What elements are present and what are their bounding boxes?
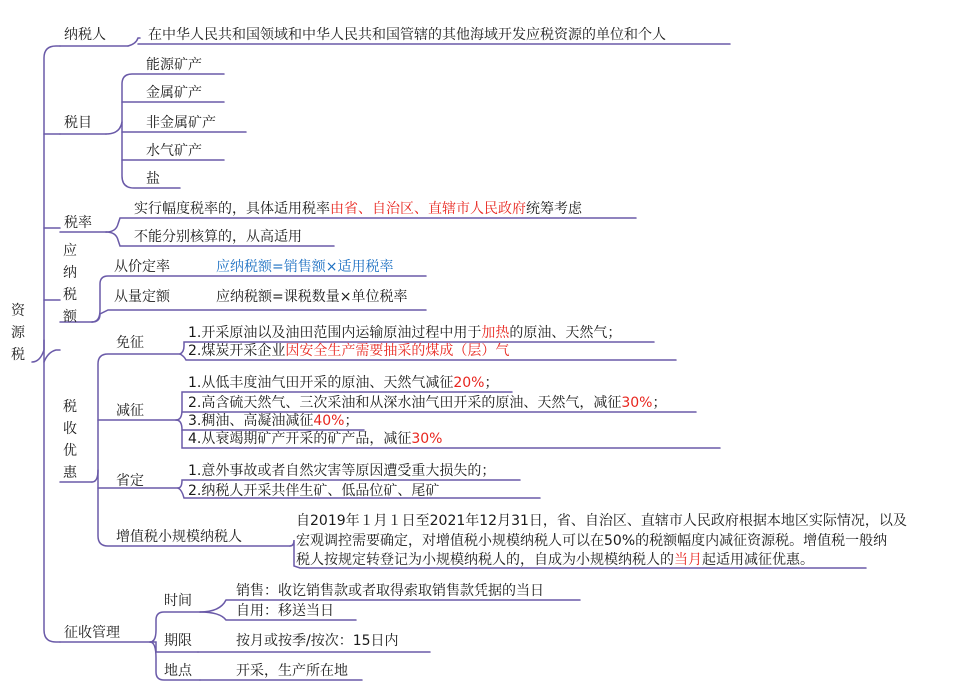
provincial-item-2: 2.纳税人开采共伴生矿、低品位矿、尾矿 (188, 483, 440, 499)
small-scale-text-1: 自2019年１月１日至2021年12月31日，省、自治区、直辖市人民政府根据本地区实际情况，以及 (296, 513, 907, 529)
taxpayer-definition: 在中华人民共和国领域和中华人民共和国管辖的其他海域开发应税资源的单位和个人 (148, 27, 666, 43)
node-tax-items: 税目 (64, 115, 92, 131)
small-scale-label: 增值税小规模纳税人 (116, 529, 242, 545)
node-taxable-amount: 应纳税额 (63, 243, 77, 325)
node-taxpayer: 纳税人 (64, 27, 106, 43)
ad-valorem-label: 从价定率 (114, 259, 170, 275)
time-own-use: 自用：移送当日 (236, 603, 334, 619)
tax-item: 金属矿产 (146, 85, 202, 101)
small-scale-text-3: 税人按规定转登记为小规模纳税人的，自成为小规模纳税人的当月起适用减征优惠。 (296, 552, 814, 568)
place-text: 开采，生产所在地 (236, 663, 348, 679)
root-node: 资源税 (11, 303, 25, 363)
reduce-label: 减征 (116, 403, 144, 419)
exempt-label: 免征 (116, 335, 144, 351)
tax-item: 能源矿产 (146, 57, 202, 73)
reduce-item-4: 4.从衰竭期矿产开采的矿产品，减征30% (188, 431, 443, 447)
tax-item: 水气矿产 (146, 143, 202, 159)
rate-authority-highlight: 由省、自治区、直辖市人民政府 (330, 201, 526, 217)
provincial-label: 省定 (116, 473, 144, 489)
rate-range-rule: 实行幅度税率的，具体适用税率由省、自治区、直辖市人民政府统筹考虑 (134, 201, 582, 217)
specific-label: 从量定额 (114, 289, 170, 305)
period-text: 按月或按季/按次：15日内 (236, 633, 399, 649)
reduce-item-2: 2.高含硫天然气、三次采油和从深水油气田开采的原油、天然气，减征30%； (188, 395, 667, 411)
exempt-item-2: 2.煤炭开采企业因安全生产需要抽采的煤成（层）气 (188, 343, 510, 359)
time-sale: 销售：收讫销售款或者取得索取销售款凭据的当日 (236, 583, 544, 599)
reduce-item-1: 1.从低丰度油气田开采的原油、天然气减征20%； (188, 375, 499, 391)
reduce-item-3: 3.稠油、高凝油减征40%； (188, 413, 359, 429)
time-label: 时间 (164, 593, 192, 609)
node-collection: 征收管理 (64, 625, 120, 641)
ad-valorem-formula: 应纳税额=销售额×适用税率 (216, 259, 394, 275)
place-label: 地点 (164, 663, 192, 679)
period-label: 期限 (164, 633, 192, 649)
tax-item: 盐 (146, 171, 160, 187)
exempt-item-1: 1.开采原油以及油田范围内运输原油过程中用于加热的原油、天然气； (188, 325, 622, 341)
specific-formula: 应纳税额=课税数量×单位税率 (216, 289, 408, 305)
node-tax-rate: 税率 (64, 215, 92, 231)
node-tax-preference: 税收优惠 (63, 399, 77, 481)
rate-separate-rule: 不能分别核算的，从高适用 (134, 229, 302, 245)
small-scale-text-2: 宏观调控需要确定，对增值税小规模纳税人可以在50%的税额幅度内减征资源税。增值税一般纳 (296, 533, 888, 549)
provincial-item-1: 1.意外事故或者自然灾害等原因遭受重大损失的； (188, 463, 496, 479)
tax-item: 非金属矿产 (146, 115, 216, 131)
